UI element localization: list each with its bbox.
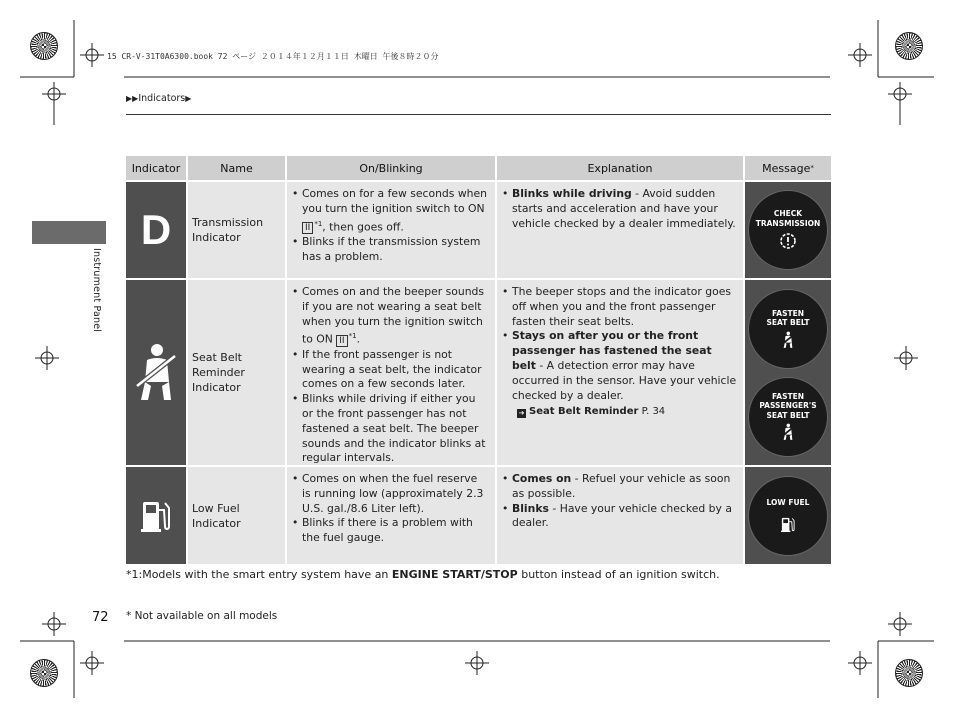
gear-warning-icon: [778, 231, 798, 251]
breadcrumb-end-arrow: ▶: [185, 94, 192, 103]
cross-reference-link[interactable]: ➔ Seat Belt Reminder P. 34: [518, 406, 666, 418]
table-header: [126, 156, 831, 180]
name-cell: Seat Belt Reminder Indicator: [188, 280, 285, 465]
message-check-transmission: CHECK TRANSMISSION: [748, 190, 828, 270]
message-cell: [745, 182, 831, 278]
header-message: [745, 156, 831, 180]
letter-d-icon: D: [140, 206, 172, 253]
list-item: • Comes on - Refuel your vehicle as soon as possible.: [512, 472, 737, 502]
explanation-cell: [497, 182, 743, 278]
header-rule: [126, 114, 831, 115]
header-on-blinking: On/Blinking: [287, 156, 495, 180]
name-cell: Transmission Indicator: [188, 182, 285, 278]
table-row-seat-belt: [126, 280, 831, 465]
on-blinking-cell: [287, 182, 495, 278]
list-item: • Stays on after you or the front passenger has fastened the seat belt - A detection error may have occurred in the sensor. Have your vehicle checked by a dealer.: [512, 329, 737, 403]
explanation-cell: [497, 467, 743, 564]
explanation-cell: [497, 280, 743, 465]
list-item: • Blinks - Have your vehicle checked by a dealer.: [512, 502, 737, 532]
name-cell: Low Fuel Indicator: [188, 467, 285, 564]
list-item: • Blinks if there is a problem with the fuel gauge.: [302, 516, 489, 546]
header-message-label: Message: [762, 161, 811, 175]
indicator-cell: [126, 467, 186, 564]
list-item: • Blinks while driving - Avoid sudden starts and acceleration and have your vehicle checked by a dealer immediately.: [512, 187, 737, 231]
indicator-cell: [126, 182, 186, 278]
ignition-key-icon: II: [336, 335, 347, 347]
chapter-tab[interactable]: [32, 221, 106, 244]
message-fasten-seat-belt: FASTEN SEAT BELT: [748, 289, 828, 369]
list-item: • Comes on for a few seconds when you turn the ignition switch to ON II $^{*1}$, then goes off.: [302, 187, 489, 235]
message-fasten-passengers-seat-belt: FASTEN PASSENGER'S SEAT BELT: [748, 377, 828, 457]
list-item: • Comes on when the fuel reserve is running low (approximately 2.3 U.S. gal./8.6 Liter left).: [302, 472, 489, 516]
breadcrumb-section[interactable]: Indicators: [138, 93, 186, 104]
header-explanation: Explanation: [497, 156, 743, 180]
reference-arrow-icon: ➔: [518, 409, 525, 418]
on-blinking-cell: [287, 467, 495, 564]
print-header: 15 CR-V-31T0A6300.book 72 ページ ２０１４年１２月１１日 木曜日 午後８時２０分: [107, 52, 439, 61]
table-row-low-fuel: [126, 467, 831, 564]
seat-belt-icon: [781, 331, 795, 349]
message-cell: [745, 280, 831, 465]
header-message-mark: *: [810, 164, 814, 172]
header-name: Name: [188, 156, 285, 180]
list-item: • If the front passenger is not wearing a seat belt, the indicator comes on a few seconds later.: [302, 348, 489, 392]
message-cell: [745, 467, 831, 564]
chapter-label: Instrument Panel: [91, 248, 102, 333]
breadcrumb[interactable]: [126, 93, 191, 104]
list-item: • Blinks if the transmission system has a problem.: [302, 235, 489, 265]
footnote: *1:Models with the smart entry system have an ENGINE START/STOP button instead of an ignition switch.: [126, 568, 720, 581]
list-item: • Blinks while driving if either you or the front passenger has not fastened a seat belt. The beeper sounds and the indicator blinks at regular intervals.: [302, 392, 489, 466]
message-low-fuel: LOW FUEL: [748, 476, 828, 556]
list-item: • The beeper stops and the indicator goes off when you and the front passenger fasten their seat belts.: [512, 285, 737, 329]
seat-belt-icon: [133, 342, 179, 404]
indicator-cell: [126, 280, 186, 465]
on-blinking-cell: [287, 280, 495, 465]
table-row-transmission: [126, 182, 831, 278]
list-item: • Comes on and the beeper sounds if you are not wearing a seat belt when you turn the ignition switch to ON II $^{*1}$.: [302, 285, 489, 348]
availability-note: * Not available on all models: [126, 610, 278, 622]
seat-belt-icon: [781, 423, 795, 441]
breadcrumb-arrows: ▶▶: [126, 94, 139, 103]
page-number: 72: [92, 610, 109, 625]
fuel-pump-icon: [139, 498, 173, 534]
fuel-pump-icon: [780, 516, 796, 533]
ignition-key-icon: II: [302, 222, 313, 234]
header-indicator: Indicator: [126, 156, 186, 180]
